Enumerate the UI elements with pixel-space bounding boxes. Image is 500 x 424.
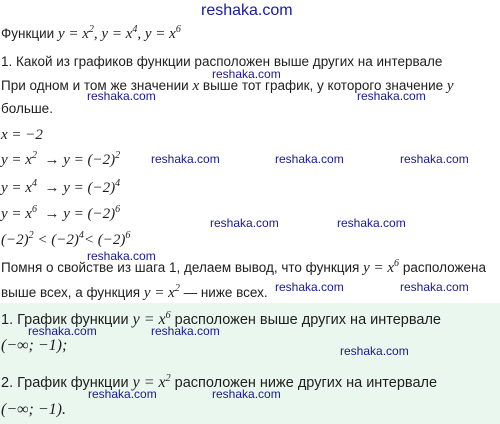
watermark: reshaka.com	[357, 89, 426, 103]
watermark: reshaka.com	[212, 67, 281, 81]
watermark: reshaka.com	[275, 152, 344, 166]
watermark: reshaka.com	[201, 2, 293, 19]
watermark: reshaka.com	[400, 152, 469, 166]
watermark: reshaka.com	[151, 324, 220, 338]
watermark: reshaka.com	[87, 249, 156, 263]
watermark: reshaka.com	[28, 324, 97, 338]
watermark: reshaka.com	[210, 216, 279, 230]
answer-1: 1. График функции $y = x^6$ расположен выше других на интервале	[1, 310, 441, 328]
comparison: $(-2)^2 < (-2)^4< (-2)^6$	[1, 230, 131, 248]
watermark: reshaka.com	[151, 152, 220, 166]
watermark: reshaka.com	[88, 387, 157, 401]
step-x4: $y = x^4 \to y = (-2)^4$	[1, 178, 121, 196]
answer-1-interval: (−∞; −1);	[1, 337, 68, 354]
answer-2: 2. График функции $y = x^2$ расположен ниже других на интервале	[1, 373, 438, 391]
question-text: 1. Какой из графиков функции расположен выше других на интервале	[1, 54, 443, 69]
conclusion-line-1: Помня о свойстве из шага 1, делаем вывод, что функция $y = x^6$ расположена	[1, 258, 486, 276]
step-x2: $y = x^2 \to y = (-2)^2$	[1, 150, 121, 168]
question-explanation: При одном и том же значении x выше тот график, у которого значение y	[1, 78, 454, 94]
step-x6: $y = x^6 \to y = (-2)^6$	[1, 204, 121, 222]
question-explanation-end: больше.	[1, 101, 53, 116]
watermark: reshaka.com	[212, 387, 281, 401]
watermark: reshaka.com	[400, 280, 469, 294]
x-value: x = −2	[1, 127, 43, 143]
answer-2-interval: (−∞; −1).	[1, 401, 66, 418]
conclusion-line-2: выше всех, а функция $y = x^2$ — ниже всех.	[1, 283, 268, 301]
watermark: reshaka.com	[87, 89, 156, 103]
watermark: reshaka.com	[275, 280, 344, 294]
watermark: reshaka.com	[340, 344, 409, 358]
page-title: Функции $y = x^2$, $y = x^4$, $y = x^6$	[1, 24, 181, 42]
watermark: reshaka.com	[337, 216, 406, 230]
